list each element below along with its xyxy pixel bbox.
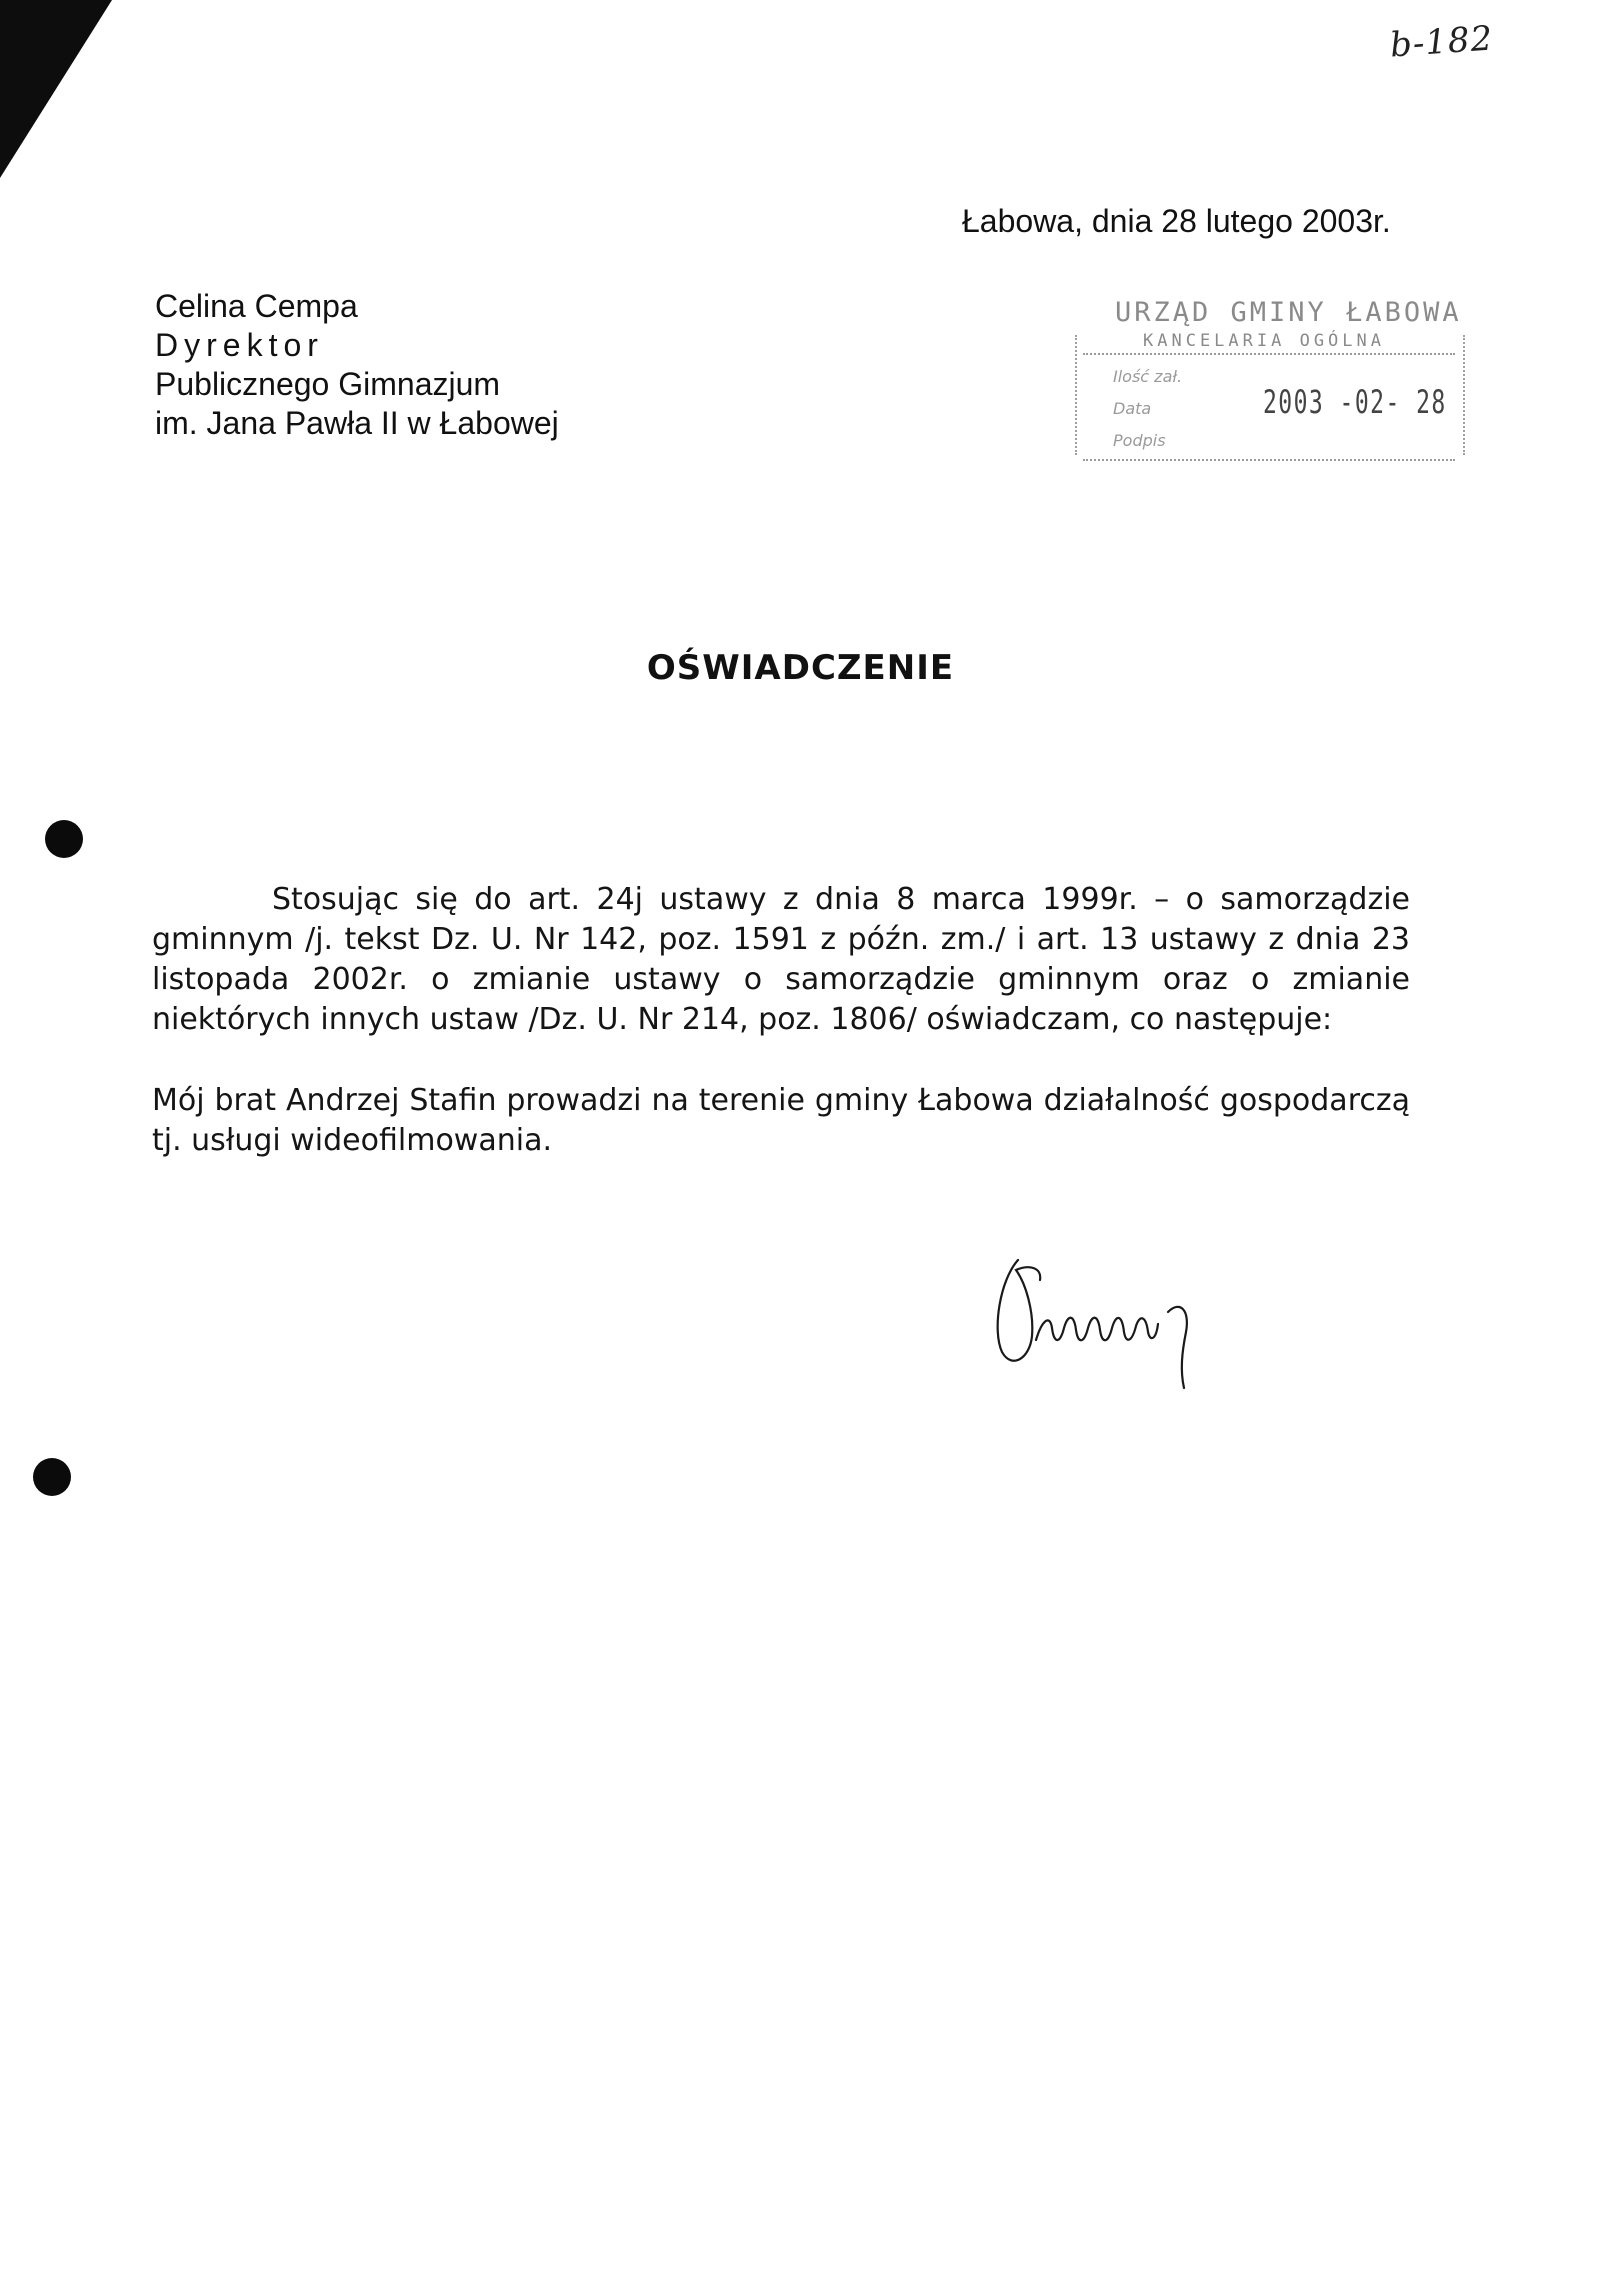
sender-title: Dyrektor bbox=[155, 327, 324, 363]
stamp-rule-bottom bbox=[1083, 459, 1455, 461]
punch-hole-bottom bbox=[33, 1458, 71, 1496]
place-date: Łabowa, dnia 28 lutego 2003r. bbox=[962, 203, 1391, 239]
stamp-department: KANCELARIA OGÓLNA bbox=[1143, 331, 1385, 351]
stamp-label-signature: Podpis bbox=[1113, 431, 1166, 450]
stamp-label-attachments: Ilość zał. bbox=[1113, 367, 1183, 386]
stamp-label-date: Data bbox=[1113, 399, 1152, 418]
reference-mark: b-182 bbox=[1388, 18, 1495, 66]
stamp-rule-top bbox=[1083, 353, 1455, 355]
handwritten-signature bbox=[990, 1240, 1230, 1390]
document-heading: OŚWIADCZENIE bbox=[646, 648, 955, 688]
statement-paragraph-2: Mój brat Andrzej Stafin prowadzi na terenie gminy Łabowa działalność gospodarczą tj. usługi wideofilmowania. bbox=[152, 1083, 1410, 1158]
statement-paragraph-1: Stosując się do art. 24j ustawy z dnia 8 marca 1999r. – o samorządzie gminnym /j. tekst Dz. U. Nr 142, poz. 1591 z późn. zm./ i art. 13 ustawy z dnia 23 listopada 2002r. o zmianie ustawy o samorządzie gminnym oraz o zmianie niektórych innych ustaw /Dz. U. Nr 214, poz. 1806/ oświadczam, co następuje: bbox=[152, 882, 1410, 1037]
sender-school-line1: Publicznego Gimnazjum bbox=[155, 366, 501, 402]
sender-name: Celina Cempa bbox=[155, 288, 358, 324]
sender-school-line2: im. Jana Pawła II w Łabowej bbox=[155, 405, 559, 441]
registry-stamp bbox=[1063, 283, 1483, 483]
sender-block bbox=[155, 287, 559, 443]
stamp-border-right bbox=[1463, 335, 1465, 455]
stamp-border-left bbox=[1075, 335, 1077, 455]
stamp-received-date: 2003 -02- 28 bbox=[1263, 383, 1447, 421]
punch-hole-top bbox=[45, 820, 83, 858]
scan-corner-shadow bbox=[0, 0, 112, 178]
stamp-office: URZĄD GMINY ŁABOWA bbox=[1115, 297, 1462, 328]
